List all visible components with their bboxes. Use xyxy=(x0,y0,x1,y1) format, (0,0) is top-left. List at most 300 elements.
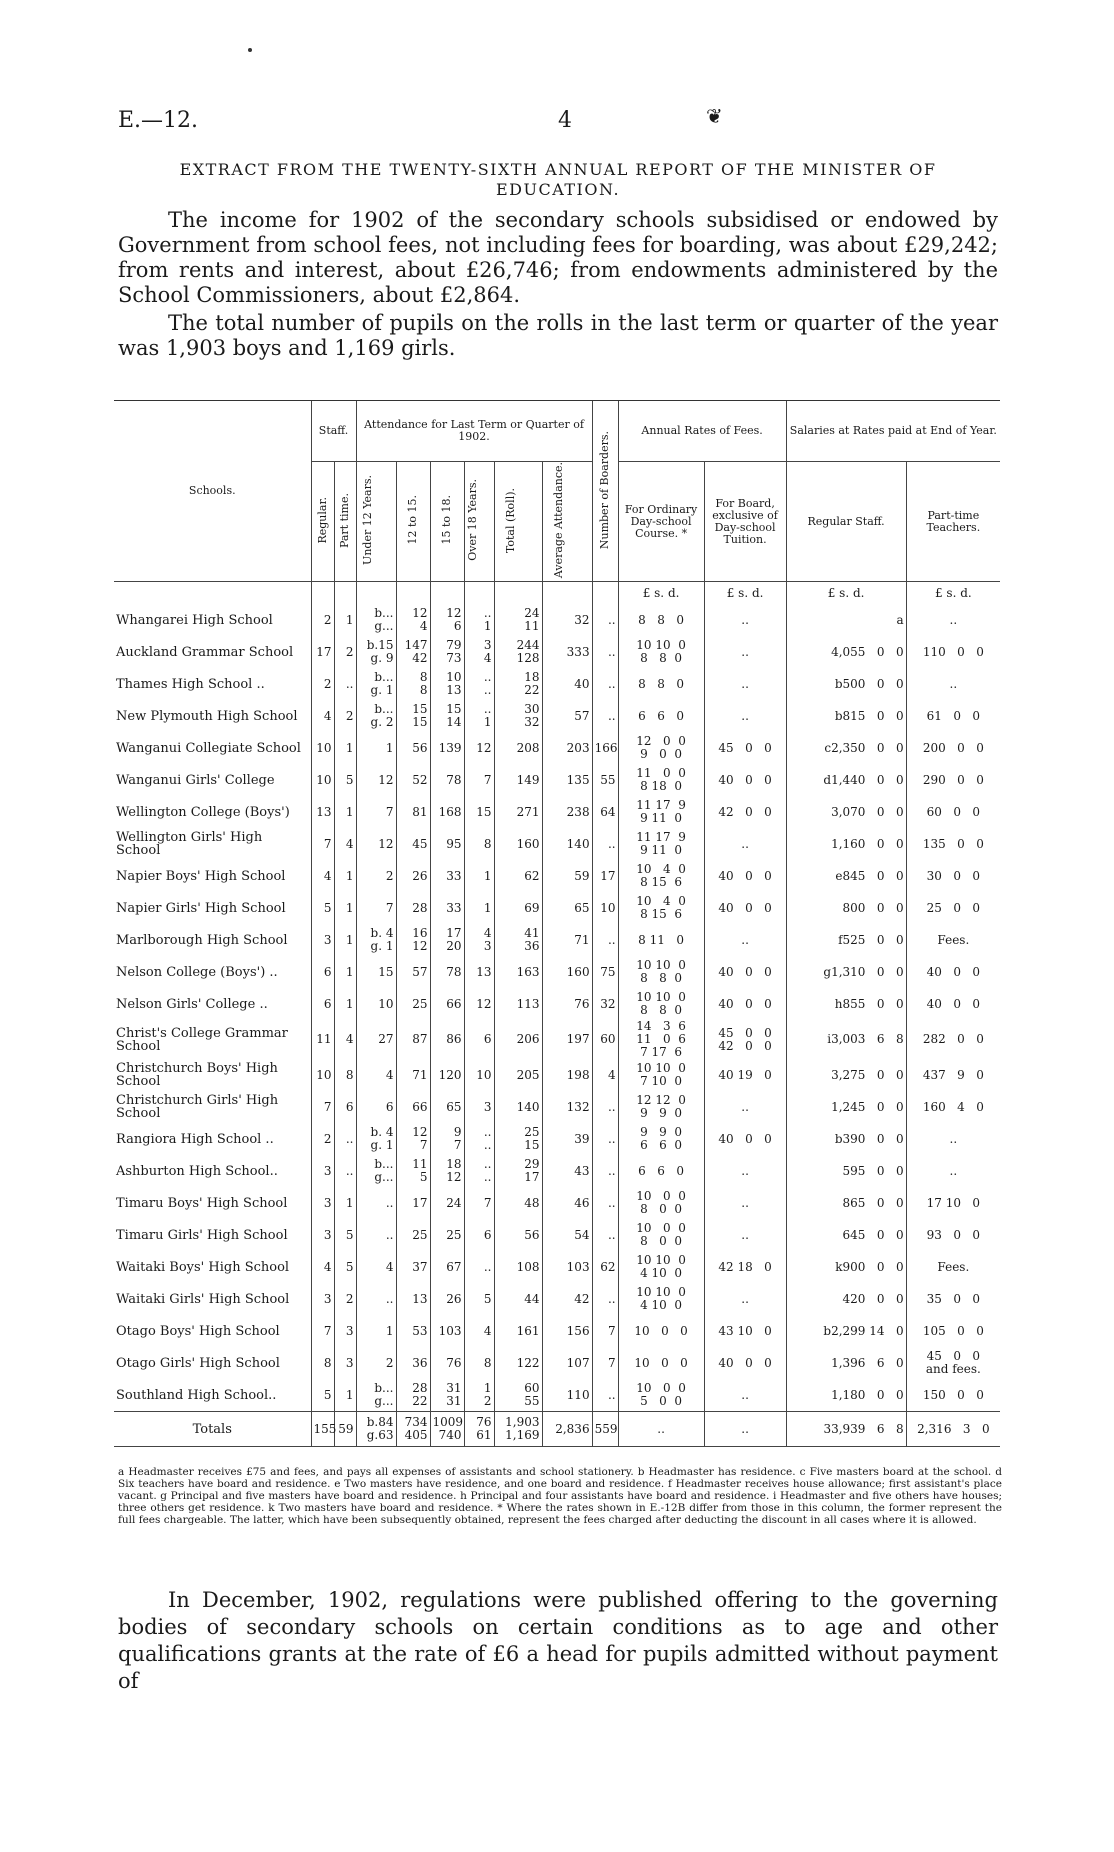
part-time-value: 1 xyxy=(345,804,354,819)
part-time-salary-cell xyxy=(906,796,1000,828)
average-value: 59 xyxy=(574,868,590,883)
school-name: Totals xyxy=(114,1412,311,1447)
regular-value: 2 xyxy=(323,612,332,627)
15to18-cell xyxy=(430,668,464,700)
average-cell xyxy=(542,636,592,668)
board-fee-value: .. xyxy=(741,1227,749,1242)
ordinary-fee-value: 14 3 6 11 0 6 7 17 6 xyxy=(636,1019,686,1060)
total-value: 60 55 xyxy=(524,1381,540,1409)
average-value: 32 xyxy=(574,612,590,627)
15to18-cell xyxy=(430,1059,464,1091)
board-fee-cell xyxy=(704,1379,786,1412)
boarders-value: 75 xyxy=(600,964,616,979)
boarders-value: 60 xyxy=(600,1032,616,1047)
under12-label: Under 12 Years. xyxy=(361,475,374,566)
table-row xyxy=(114,732,1000,764)
boarders-value: .. xyxy=(607,612,616,627)
12to15-value: 8 8 xyxy=(419,670,428,698)
average-cell xyxy=(542,668,592,700)
salary-cell xyxy=(786,1379,906,1412)
average-value: 333 xyxy=(566,644,590,659)
board-fee-cell xyxy=(704,764,786,796)
total-value: 244 128 xyxy=(516,638,540,666)
12to15-value: 13 xyxy=(412,1291,428,1306)
board-fee-cell xyxy=(704,1091,786,1123)
12to15-cell xyxy=(396,892,430,924)
over18-value: 3 4 xyxy=(483,638,492,666)
15to18-cell xyxy=(430,1123,464,1155)
total-cell xyxy=(494,1187,542,1219)
board-fee-value: .. xyxy=(741,932,749,947)
board-fee-value: .. xyxy=(741,1291,749,1306)
table-row xyxy=(114,892,1000,924)
total-value: 18 22 xyxy=(524,670,540,698)
part-time-salary-cell xyxy=(906,1155,1000,1187)
boarders-label: Number of Boarders. xyxy=(598,430,612,549)
part-time-value: 1 xyxy=(345,996,354,1011)
ordinary-fee-cell xyxy=(618,860,704,892)
under12-value: b.15 g. 9 xyxy=(366,638,394,666)
regular-cell xyxy=(311,1020,334,1059)
regular-value: 2 xyxy=(323,676,332,691)
boarders-value: .. xyxy=(607,644,616,659)
regular-value: 4 xyxy=(323,708,332,723)
table-row xyxy=(114,796,1000,828)
regulations-paragraph: In December, 1902, regulations were published offering to the governing bodies of secondary schools on certain conditions as to age and other qualifications grants at the rate of £6 a head for pupils admitted without payment of xyxy=(118,1588,998,1693)
regular-value: 3 xyxy=(323,1227,332,1242)
over18-cell xyxy=(464,1379,494,1412)
income-paragraph: The income for 1902 of the secondary schools subsidised or endowed by Government from school fees, not including fees for boarding, was about £29,242; from rents and interest, about £26,746; from endowments administered by the School Commissioners, about £2,864. xyxy=(118,208,998,307)
15to18-value: 103 xyxy=(438,1323,462,1338)
boarders-cell xyxy=(592,1251,618,1283)
over18-value: .. 1 xyxy=(483,702,492,730)
boarders-value: .. xyxy=(607,1099,616,1114)
regular-value: 11 xyxy=(316,1032,332,1047)
board-fee-value: 45 0 0 42 0 0 xyxy=(718,1025,772,1053)
over18-cell xyxy=(464,892,494,924)
under12-cell xyxy=(356,988,396,1020)
part-time-cell xyxy=(334,1059,356,1091)
ordinary-fee-cell xyxy=(618,1059,704,1091)
total-value: 30 32 xyxy=(524,702,540,730)
school-name: Wellington College (Boys') xyxy=(116,804,290,820)
part-time-value: 2 xyxy=(345,708,354,723)
12to15-cell xyxy=(396,1020,430,1059)
total-value: 108 xyxy=(516,1259,540,1274)
table-row xyxy=(114,1059,1000,1091)
boarders-value: 166 xyxy=(594,740,618,755)
part-time-cell xyxy=(334,988,356,1020)
under12-value: 27 xyxy=(378,1032,394,1047)
over18-cell xyxy=(464,700,494,732)
col-staff: Staff. xyxy=(311,401,356,462)
total-value: 149 xyxy=(516,772,540,787)
over18-cell xyxy=(464,1315,494,1347)
12to15-value: 28 22 xyxy=(412,1381,428,1409)
average-cell xyxy=(542,764,592,796)
part-time-value: 2 xyxy=(345,644,354,659)
salary-value: b500 0 0 xyxy=(834,676,904,691)
under12-cell xyxy=(356,1347,396,1379)
12to15-value: 71 xyxy=(412,1067,428,1082)
part-time-cell xyxy=(334,1219,356,1251)
total-value: 208 xyxy=(516,740,540,755)
board-fee-value: 40 0 0 xyxy=(718,1355,772,1370)
part-time-salary-value: .. xyxy=(949,612,958,627)
total-value: 160 xyxy=(516,836,540,851)
total-value: 44 xyxy=(524,1291,540,1306)
12to15-cell xyxy=(396,1412,430,1447)
under12-cell xyxy=(356,1283,396,1315)
school-name: Whangarei High School xyxy=(116,612,273,628)
12to15-cell xyxy=(396,1091,430,1123)
average-value: 103 xyxy=(566,1259,590,1274)
ordinary-fee-value: 10 0 0 xyxy=(634,1355,688,1370)
salary-cell xyxy=(786,892,906,924)
total-value: 163 xyxy=(516,964,540,979)
part-time-value: .. xyxy=(345,1163,354,1178)
12to15-cell xyxy=(396,1187,430,1219)
over18-cell xyxy=(464,1283,494,1315)
ordinary-fee-cell xyxy=(618,1219,704,1251)
board-fee-value: .. xyxy=(741,1421,749,1436)
part-time-value: 5 xyxy=(345,772,354,787)
12to15-cell xyxy=(396,1155,430,1187)
under12-value: 15 xyxy=(378,964,394,979)
12to15-value: 26 xyxy=(412,868,428,883)
under12-cell xyxy=(356,1251,396,1283)
part-time-salary-cell xyxy=(906,700,1000,732)
regular-cell xyxy=(311,1347,334,1379)
average-value: 65 xyxy=(574,900,590,915)
regular-value: 5 xyxy=(323,900,332,915)
under12-value: b... g... xyxy=(374,1381,394,1409)
over18-value: 12 xyxy=(476,996,492,1011)
col-schools: Schools. xyxy=(114,401,311,582)
regular-value: 10 xyxy=(316,1067,332,1082)
part-time-salary-value: Fees. xyxy=(937,1259,970,1274)
regular-value: 7 xyxy=(323,836,332,851)
salary-value: b2,299 14 0 xyxy=(823,1323,904,1338)
table-row xyxy=(114,636,1000,668)
page-number: 4 xyxy=(558,108,572,133)
table-row xyxy=(114,956,1000,988)
table-row xyxy=(114,1020,1000,1059)
boarders-cell xyxy=(592,764,618,796)
under12-cell xyxy=(356,860,396,892)
ordinary-fee-cell xyxy=(618,1187,704,1219)
school-name: Napier Girls' High School xyxy=(116,900,286,916)
school-name: Otago Girls' High School xyxy=(116,1355,280,1371)
regular-cell xyxy=(311,892,334,924)
units-row xyxy=(114,582,1000,605)
total-cell xyxy=(494,700,542,732)
regular-cell xyxy=(311,1219,334,1251)
ordinary-fee-value: 8 8 0 xyxy=(638,612,684,627)
part-time-salary-value: 135 0 0 xyxy=(922,836,984,851)
table-row xyxy=(114,924,1000,956)
part-time-salary-cell xyxy=(906,1283,1000,1315)
school-name: New Plymouth High School xyxy=(116,708,298,724)
average-value: 46 xyxy=(574,1195,590,1210)
15to18-cell xyxy=(430,1283,464,1315)
average-cell xyxy=(542,1059,592,1091)
ordinary-fee-value: 12 0 0 9 0 0 xyxy=(636,734,686,762)
15to18-value: 1009 740 xyxy=(432,1415,464,1443)
total-label: Total (Roll). xyxy=(504,487,517,553)
col-15to18 xyxy=(430,462,464,582)
part-time-cell xyxy=(334,1347,356,1379)
col-over18 xyxy=(464,462,494,582)
over18-value: 3 xyxy=(483,1099,492,1114)
under12-cell xyxy=(356,604,396,636)
ordinary-fee-cell xyxy=(618,892,704,924)
over18-value: 1 2 xyxy=(483,1381,492,1409)
boarders-cell xyxy=(592,700,618,732)
12to15-cell xyxy=(396,1123,430,1155)
under12-cell xyxy=(356,828,396,860)
15to18-cell xyxy=(430,604,464,636)
ordinary-fee-cell xyxy=(618,668,704,700)
12to15-value: 81 xyxy=(412,804,428,819)
under12-cell xyxy=(356,732,396,764)
total-value: 140 xyxy=(516,1099,540,1114)
board-fee-cell xyxy=(704,732,786,764)
15to18-cell xyxy=(430,924,464,956)
table-row xyxy=(114,1251,1000,1283)
15to18-cell xyxy=(430,828,464,860)
page-header xyxy=(118,104,994,138)
average-cell xyxy=(542,956,592,988)
part-time-salary-value: 282 0 0 xyxy=(922,1032,984,1047)
part-time-value: 8 xyxy=(345,1067,354,1082)
15to18-cell xyxy=(430,1379,464,1412)
average-cell xyxy=(542,732,592,764)
salary-cell xyxy=(786,1251,906,1283)
school-name: Southland High School.. xyxy=(116,1387,277,1403)
board-fee-cell xyxy=(704,828,786,860)
school-name: Auckland Grammar School xyxy=(116,644,294,660)
under12-cell xyxy=(356,1091,396,1123)
part-time-salary-cell xyxy=(906,636,1000,668)
part-time-cell xyxy=(334,1020,356,1059)
ordinary-fee-value: 10 0 0 8 0 0 xyxy=(636,1221,686,1249)
over18-value: 8 xyxy=(483,836,492,851)
regular-cell xyxy=(311,668,334,700)
salary-value: 1,160 0 0 xyxy=(831,836,904,851)
part-time-cell xyxy=(334,732,356,764)
over18-value: 4 3 xyxy=(483,926,492,954)
board-fee-value: 40 0 0 xyxy=(718,868,772,883)
part-time-salary-value: 25 0 0 xyxy=(926,900,981,915)
average-cell xyxy=(542,1091,592,1123)
table-row xyxy=(114,700,1000,732)
part-time-value: 1 xyxy=(345,1195,354,1210)
average-cell xyxy=(542,1155,592,1187)
total-cell xyxy=(494,796,542,828)
regular-label: Regular. xyxy=(315,496,329,544)
board-fee-cell xyxy=(704,700,786,732)
salary-cell xyxy=(786,636,906,668)
over18-value: 1 xyxy=(483,900,492,915)
part-time-cell xyxy=(334,1251,356,1283)
12to15-value: 87 xyxy=(412,1032,428,1047)
over18-value: 15 xyxy=(476,804,492,819)
over18-cell xyxy=(464,860,494,892)
15to18-cell xyxy=(430,796,464,828)
over18-cell xyxy=(464,1251,494,1283)
15to18-label: 15 to 18. xyxy=(440,495,453,545)
part-time-label: Part time. xyxy=(338,492,351,548)
15to18-value: 95 xyxy=(446,836,462,851)
salary-value: 3,275 0 0 xyxy=(831,1067,904,1082)
total-cell xyxy=(494,604,542,636)
total-cell xyxy=(494,1315,542,1347)
board-fee-value: .. xyxy=(741,1099,749,1114)
total-cell xyxy=(494,1412,542,1447)
ordinary-fee-value: 10 0 0 5 0 0 xyxy=(636,1381,686,1409)
school-name: Nelson College (Boys') .. xyxy=(116,964,278,980)
12to15-cell xyxy=(396,796,430,828)
15to18-cell xyxy=(430,1187,464,1219)
school-name: Marlborough High School xyxy=(116,932,288,948)
total-value: 62 xyxy=(524,868,540,883)
school-name: Thames High School .. xyxy=(116,676,265,692)
boarders-cell xyxy=(592,1379,618,1412)
salary-cell xyxy=(786,1315,906,1347)
salary-cell xyxy=(786,764,906,796)
over18-cell xyxy=(464,636,494,668)
ordinary-fee-value: 10 10 0 4 10 0 xyxy=(636,1253,686,1281)
over18-cell xyxy=(464,956,494,988)
15to18-cell xyxy=(430,988,464,1020)
boarders-cell xyxy=(592,1123,618,1155)
regular-value: 3 xyxy=(323,1291,332,1306)
part-time-salary-value: 110 0 0 xyxy=(922,644,984,659)
salary-value: 1,396 6 0 xyxy=(831,1355,904,1370)
salary-cell xyxy=(786,860,906,892)
regular-cell xyxy=(311,1091,334,1123)
12to15-value: 734 405 xyxy=(404,1415,428,1443)
boarders-cell xyxy=(592,860,618,892)
part-time-value: 4 xyxy=(345,1032,354,1047)
under12-cell xyxy=(356,1315,396,1347)
part-time-value: .. xyxy=(345,1131,354,1146)
boarders-cell xyxy=(592,924,618,956)
total-value: 48 xyxy=(524,1195,540,1210)
average-cell xyxy=(542,828,592,860)
15to18-value: 33 xyxy=(446,868,462,883)
under12-cell xyxy=(356,956,396,988)
part-time-salary-value: .. xyxy=(949,1163,958,1178)
over18-cell xyxy=(464,1123,494,1155)
boarders-value: 7 xyxy=(607,1323,616,1338)
salary-cell xyxy=(786,604,906,636)
boarders-cell xyxy=(592,668,618,700)
under12-value: b... g. 2 xyxy=(370,702,394,730)
part-time-value: .. xyxy=(345,676,354,691)
part-time-cell xyxy=(334,764,356,796)
part-time-salary-value: Fees. xyxy=(937,932,970,947)
table-row xyxy=(114,1347,1000,1379)
boarders-cell xyxy=(592,636,618,668)
part-time-salary-cell xyxy=(906,1219,1000,1251)
under12-value: b.84 g.63 xyxy=(366,1415,394,1443)
12to15-cell xyxy=(396,1059,430,1091)
average-cell xyxy=(542,1347,592,1379)
total-value: 29 17 xyxy=(524,1157,540,1185)
regular-cell xyxy=(311,764,334,796)
average-value: 156 xyxy=(566,1323,590,1338)
board-fee-value: .. xyxy=(741,1387,749,1402)
school-name: Wellington Girls' High School xyxy=(116,830,263,859)
15to18-cell xyxy=(430,1020,464,1059)
12to15-value: 12 7 xyxy=(412,1125,428,1153)
boarders-cell xyxy=(592,1187,618,1219)
15to18-value: 78 xyxy=(446,772,462,787)
part-time-cell xyxy=(334,1187,356,1219)
average-value: 54 xyxy=(574,1227,590,1242)
col-board: For Board, exclusive of Day-school Tuition. xyxy=(704,462,786,582)
boarders-cell xyxy=(592,796,618,828)
part-time-cell xyxy=(334,1379,356,1412)
units-board: £ s. d. xyxy=(704,582,786,605)
under12-cell xyxy=(356,764,396,796)
part-time-salary-value: 93 0 0 xyxy=(926,1227,981,1242)
part-time-salary-value: 2,316 3 0 xyxy=(917,1421,990,1436)
col-regular-staff: Regular Staff. xyxy=(786,462,906,582)
under12-value: b. 4 g. 1 xyxy=(370,926,394,954)
12to15-value: 36 xyxy=(412,1355,428,1370)
col-part-time xyxy=(334,462,356,582)
board-fee-value: 40 19 0 xyxy=(718,1067,772,1082)
over18-value: 10 xyxy=(476,1067,492,1082)
table-row xyxy=(114,1315,1000,1347)
boarders-value: .. xyxy=(607,1131,616,1146)
boarders-cell xyxy=(592,892,618,924)
salary-value: 420 0 0 xyxy=(842,1291,904,1306)
15to18-cell xyxy=(430,892,464,924)
part-time-value: 6 xyxy=(345,1099,354,1114)
total-cell xyxy=(494,1123,542,1155)
average-value: 110 xyxy=(566,1387,590,1402)
part-time-value: 1 xyxy=(345,868,354,883)
12to15-cell xyxy=(396,1219,430,1251)
regular-value: 4 xyxy=(323,868,332,883)
average-cell xyxy=(542,604,592,636)
part-time-salary-cell xyxy=(906,1091,1000,1123)
12to15-cell xyxy=(396,668,430,700)
average-value: 198 xyxy=(566,1067,590,1082)
part-time-salary-value: 40 0 0 xyxy=(926,964,981,979)
over18-value: .. .. xyxy=(483,1157,492,1185)
col-under12 xyxy=(356,462,396,582)
part-time-salary-cell xyxy=(906,892,1000,924)
secondary-schools-table xyxy=(114,400,1000,1447)
salary-value: k900 0 0 xyxy=(835,1259,904,1274)
ordinary-fee-cell xyxy=(618,1123,704,1155)
boarders-cell xyxy=(592,1219,618,1251)
total-cell xyxy=(494,764,542,796)
table-row xyxy=(114,988,1000,1020)
ordinary-fee-value: 8 8 0 xyxy=(638,676,684,691)
col-part-teachers: Part-time Teachers. xyxy=(906,462,1000,582)
units-salary: £ s. d. xyxy=(786,582,906,605)
12to15-label: 12 to 15. xyxy=(406,495,419,545)
footnotes: a Headmaster receives £75 and fees, and pays all expenses of assistants and school stationery. b Headmaster has residence. c Five masters board at the school. d Six teachers have board and residence. e Two masters have residence, and one board and residence. f Headmaster receives house allowance; first assistant's place vacant. g Principal and five masters have board and residence. h Principal and four assistants have board and residence. i Headmaster and five others have houses; three others get residence. k Two masters have board and residence. * Where the rates shown in E.-12B differ from those in this column, the former represent the full fees chargeable. The latter, which have been subsequently obtained, represent the fees charged after deducting the discount in all cases where it is allowed. xyxy=(118,1466,1002,1526)
part-time-value: 1 xyxy=(345,964,354,979)
table-row xyxy=(114,1379,1000,1412)
